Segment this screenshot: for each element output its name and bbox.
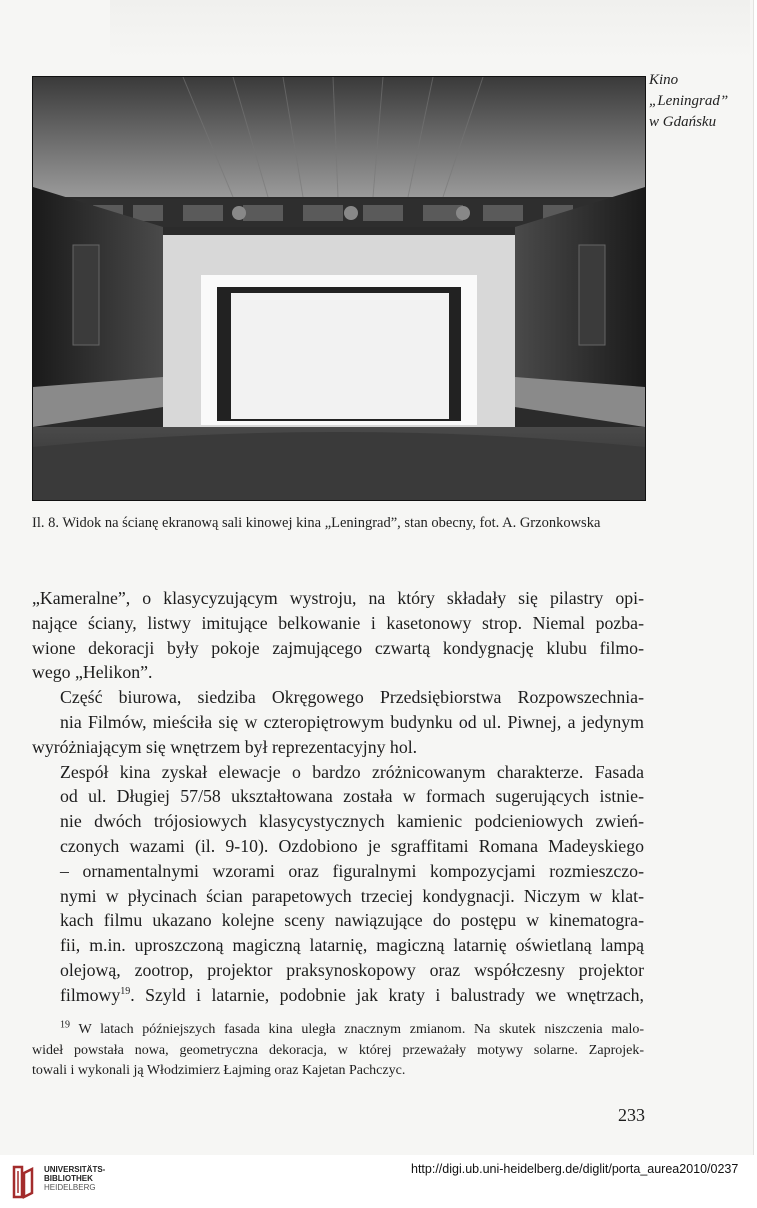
- side-note-line: Kino: [649, 72, 679, 88]
- text-line: nające ściany, listwy imitujące belkowanie i kasetonowy strop. Niemal pozba-: [32, 612, 644, 633]
- text-line: Część biurowa, siedziba Okręgowego Przedsiębiorstwa Rozpowszechnia-: [60, 687, 644, 708]
- library-name-line: UNIVERSITÄTS-: [44, 1165, 106, 1174]
- paragraph: [32, 735, 644, 760]
- paragraph: [32, 586, 644, 660]
- footnote-line: towali i wykonali ją Włodzimierz Łajming oraz Kajetan Pachczyc.: [32, 1063, 406, 1078]
- text-line: „Kameralne”, o klasycyzującym wystroju, na który składały się pilastry opi-: [32, 588, 644, 608]
- text-line: wyróżniającym się wnętrzem był reprezentacyjny hol.: [32, 736, 418, 757]
- text-line: nia Filmów, mieściła się w czteropiętrowym budynku od ul. Piwnej, a jedynym: [60, 711, 644, 732]
- side-note-line: „Leningrad”: [649, 93, 729, 109]
- side-note-line: w Gdańsku: [649, 114, 717, 130]
- text-line: nymi w płycinach ścian parapetowych trzeciej kondygnacji. Niczym w klat-: [60, 885, 644, 906]
- text-line: fii, m.in. uproszczoną magiczną latarnię, magiczną latarnię oświetlaną lampą: [60, 935, 644, 956]
- page-number: 233: [618, 1105, 645, 1125]
- footnote-text: W latach późniejszych fasada kina uległa znacznym zmianom. Na skutek niszczenia malo-: [78, 1022, 645, 1037]
- text-line: olejową, zootrop, projektor praksynoskopowy oraz współczesny projektor: [60, 959, 644, 980]
- text-line: Zespół kina zyskał elewacje o bardzo zróżnicowanym charakterze. Fasada: [60, 761, 644, 782]
- library-logo-icon[interactable]: [10, 1163, 38, 1201]
- text-fragment: . Szyld i latarnie, podobnie jak kraty i balustrady we wnętrzach,: [130, 984, 644, 1005]
- footnote-line: wideł powstała nowa, geometryczna dekoracja, w której przeważały motywy solarne. Zaprojek-: [32, 1042, 644, 1058]
- text-line: kach filmu ukazano kolejne sceny nawiązujące do postępu w kinematogra-: [60, 910, 644, 931]
- figure-caption: Il. 8. Widok na ścianę ekranową sali kinowej kina „Leningrad”, stan obecny, fot. A. Grzonkowska: [32, 515, 601, 531]
- library-name: [44, 1165, 105, 1192]
- library-name-line: BIBLIOTHEK: [44, 1174, 93, 1183]
- digitization-footer: [0, 1155, 757, 1208]
- paragraph: [32, 685, 644, 735]
- text-line: wione dekoracji były pokoje zajmującego czwartą kondygnację klubu filmo-: [32, 637, 644, 658]
- footnote-number: 19: [60, 1019, 70, 1031]
- text-line: [32, 983, 644, 1008]
- cinema-hall-photo: [32, 76, 646, 501]
- text-line: – ornamentalnymi wzorami oraz figuralnymi kompozycjami rozmieszczo-: [60, 860, 644, 881]
- library-name-line: HEIDELBERG: [44, 1183, 96, 1192]
- text-line: czonych wazami (il. 9-10). Ozdobiono je sgraffitami Romana Madeyskiego: [60, 835, 644, 856]
- text-line: wego „Helikon”.: [32, 662, 153, 683]
- text-line: nie dwóch trójosiowych klasycystycznych kamienic podcieniowych zwień-: [60, 811, 644, 832]
- main-text: [32, 586, 644, 1008]
- footnote-reference[interactable]: 19: [120, 985, 131, 997]
- source-url-link[interactable]: http://digi.ub.uni-heidelberg.de/diglit/porta_aurea2010/0237: [411, 1162, 739, 1176]
- footnote: [32, 1020, 644, 1082]
- paragraph: [32, 660, 644, 685]
- footnote-line: [32, 1020, 644, 1041]
- text-fragment: filmowy: [60, 984, 121, 1005]
- paragraph: [32, 760, 644, 1008]
- margin-running-title: [649, 70, 753, 133]
- text-line: od ul. Długiej 57/58 ukształtowana została w formach sugerujących istnie-: [60, 786, 644, 807]
